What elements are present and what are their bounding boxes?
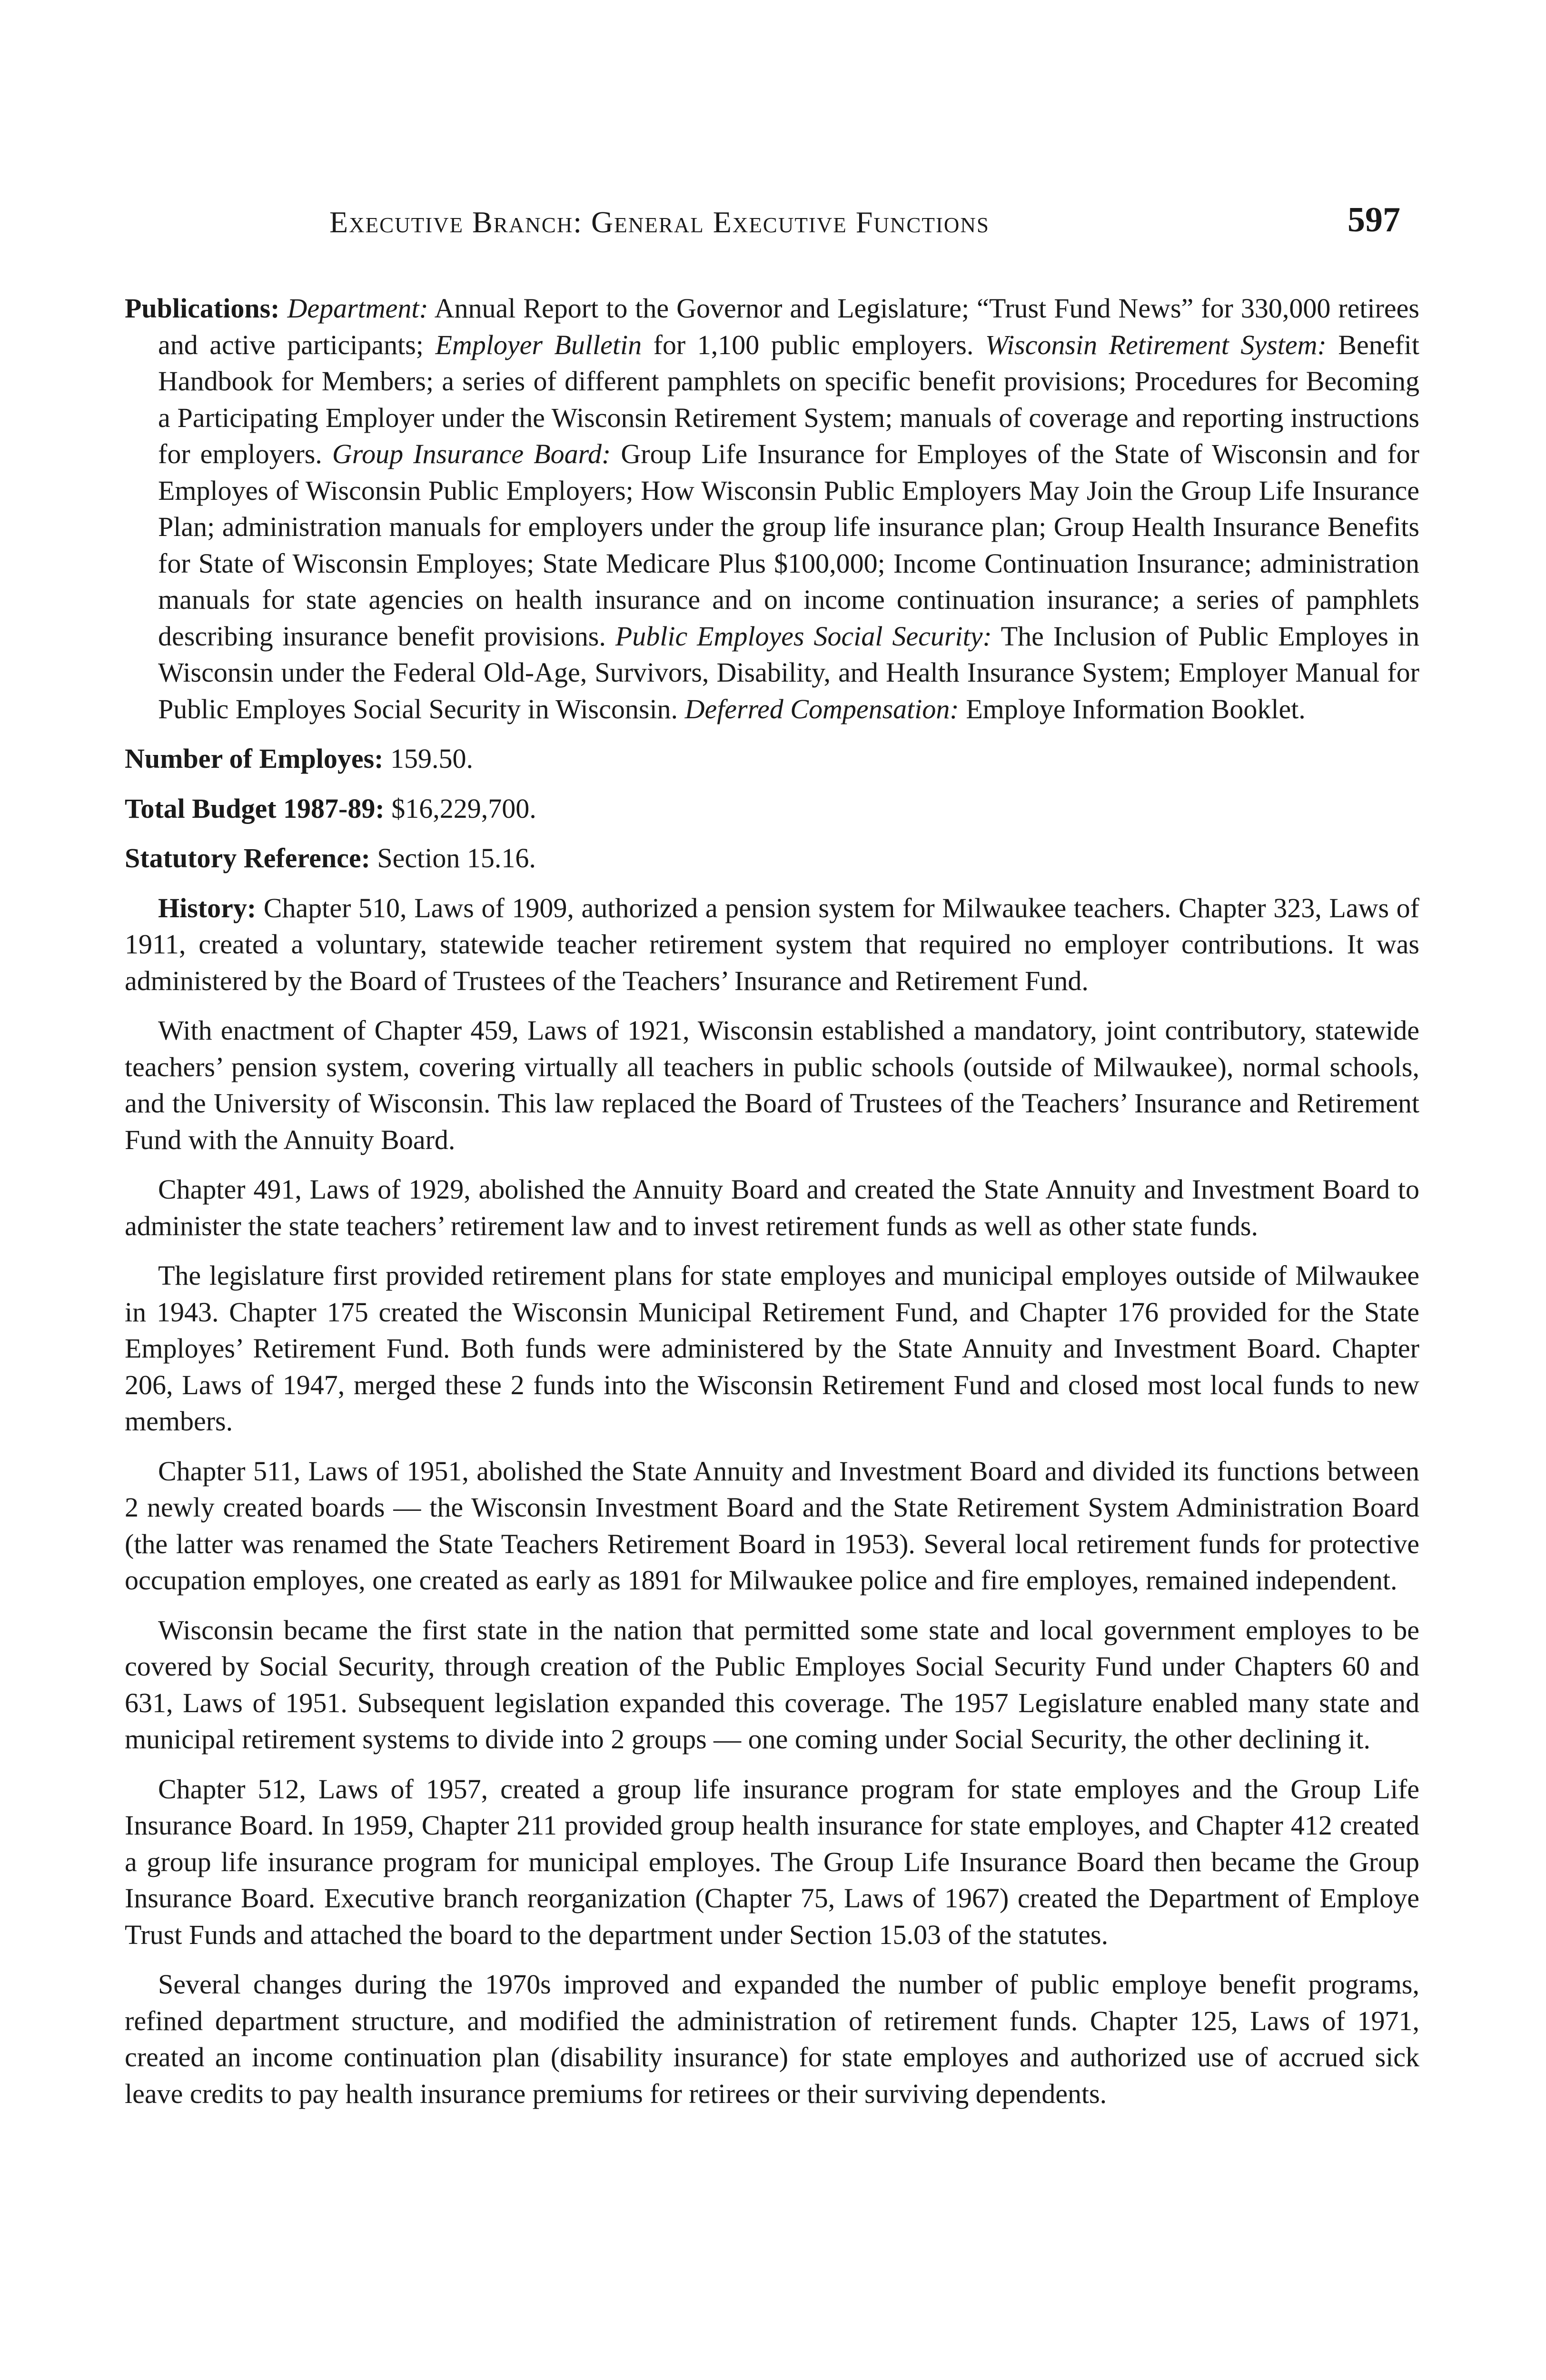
- group-insurance-board-label: Group Insurance Board:: [332, 438, 611, 469]
- public-employes-social-security-label: Public Employes Social Security:: [615, 620, 992, 652]
- running-header: [125, 200, 1419, 257]
- document-page: [125, 200, 1419, 2125]
- wrs-label: Wisconsin Retirement System:: [985, 329, 1327, 360]
- number-of-employes: [125, 741, 1419, 777]
- history-paragraph-6: Wisconsin became the first state in the nation that permitted some state and local government employes to be covered by Social Security, through creation of the Public Employes Social Security Fund under Chapters 60 and 631, Laws of 1951. Subsequent legislation expanded this coverage. The 1957 Legislature enabled many state and municipal retirement systems to divide into 2 groups — one coming under Social Security, the other declining it.: [125, 1614, 1419, 1755]
- employes-value: 159.50.: [383, 743, 473, 774]
- history-text-1: Chapter 510, Laws of 1909, authorized a pension system for Milwaukee teachers. Chapter 323, Laws of 1911, created a voluntary, statewide teacher retirement system that required no employer contributions. It was administered by the Board of Trustees of the Teachers’ Insurance and Retirement Fund.: [125, 892, 1419, 996]
- publications-paragraph: [125, 290, 1419, 727]
- wrs-text: Benefit Handbook for Members; a series of different pamphlets on specific benefit provisions; Procedures for Becoming a Participating Employer under the Wisconsin Retirement System; manuals of coverage and reporting instructions for employers.: [158, 329, 1420, 469]
- group-insurance-board-text: Group Life Insurance for Employes of the State of Wisconsin and for Employes of Wisconsin Public Employers; How Wisconsin Public Employers May Join the Group Life Insurance Plan; administration manuals for employers under the group life insurance plan; Group Health Insurance Benefits for State of Wisconsin Employes; State Medicare Plus $100,000; Income Continuation Insurance; administration manuals for state agencies on health insurance and on income continuation insurance; a series of pamphlets describing insurance benefit provisions.: [158, 438, 1419, 652]
- budget-value: $16,229,700.: [384, 793, 536, 824]
- department-text-1: Annual Report to the Governor and Legislature; “Trust Fund News” for 330,000 retirees and active participants;: [158, 293, 1419, 360]
- statutory-value: Section 15.16.: [370, 843, 536, 873]
- total-budget: [125, 791, 1419, 827]
- history-paragraph-1: [125, 890, 1419, 1000]
- deferred-compensation-text: Employe Information Booklet.: [959, 693, 1306, 724]
- history-label: History:: [158, 892, 257, 923]
- history-paragraph-3: Chapter 491, Laws of 1929, abolished the Annuity Board and created the State Annuity and Investment Board to administer the state teachers’ retirement law and to invest retirement funds as well as other state funds.: [125, 1174, 1419, 1241]
- deferred-compensation-label: Deferred Compensation:: [684, 693, 959, 724]
- history-paragraph-7: Chapter 512, Laws of 1957, created a group life insurance program for state employes and the Group Life Insurance Board. In 1959, Chapter 211 provided group health insurance for state employes, and Chapter 412 created a group life insurance program for municipal employes. The Group Life Insurance Board then became the Group Insurance Board. Executive branch reorganization (Chapter 75, Laws of 1967) created the Department of Employe Trust Funds and attached the board to the department under Section 15.03 of the statutes.: [125, 1773, 1419, 1950]
- statutory-label: Statutory Reference:: [125, 843, 370, 873]
- employer-bulletin-title: Employer Bulletin: [435, 329, 642, 360]
- department-label: Department:: [287, 293, 428, 324]
- statutory-reference: [125, 840, 1419, 877]
- public-employes-social-security-text: The Inclusion of Public Employes in Wisconsin under the Federal Old-Age, Survivors, Disability, and Health Insurance System; Employer Manual for Public Employes Social Security in Wisconsin.: [158, 620, 1420, 724]
- history-paragraph-8: Several changes during the 1970s improved and expanded the number of public employe benefit programs, refined department structure, and modified the administration of retirement funds. Chapter 125, Laws of 1971, created an income continuation plan (disability insurance) for state employes and authorized use of accrued sick leave credits to pay health insurance premiums for retirees or their surviving dependents.: [125, 1969, 1419, 2109]
- header-title: Executive Branch: General Executive Functions: [329, 205, 990, 239]
- publications-label: Publications:: [125, 293, 280, 324]
- page-number: 597: [1348, 200, 1400, 239]
- history-paragraph-5: Chapter 511, Laws of 1951, abolished the State Annuity and Investment Board and divided its functions between 2 newly created boards — the Wisconsin Investment Board and the State Retirement System Administration Board (the latter was renamed the State Teachers Retirement Board in 1953). Several local retirement funds for protective occupation employes, one created as early as 1891 for Milwaukee police and fire employes, remained independent.: [125, 1455, 1419, 1596]
- department-text-2: for 1,100 public employers.: [642, 329, 985, 360]
- budget-label: Total Budget 1987-89:: [125, 793, 385, 824]
- history-paragraph-2: With enactment of Chapter 459, Laws of 1921, Wisconsin established a mandatory, joint contributory, statewide teachers’ pension system, covering virtually all teachers in public schools (outside of Milwaukee), normal schools, and the University of Wisconsin. This law replaced the Board of Trustees of the Teachers’ Insurance and Retirement Fund with the Annuity Board.: [125, 1015, 1419, 1155]
- employes-label: Number of Employes:: [125, 743, 384, 774]
- history-paragraph-4: The legislature first provided retirement plans for state employes and municipal employes outside of Milwaukee in 1943. Chapter 175 created the Wisconsin Municipal Retirement Fund, and Chapter 176 provided for the State Employes’ Retirement Fund. Both funds were administered by the State Annuity and Investment Board. Chapter 206, Laws of 1947, merged these 2 funds into the Wisconsin Retirement Fund and closed most local funds to new members.: [125, 1260, 1419, 1437]
